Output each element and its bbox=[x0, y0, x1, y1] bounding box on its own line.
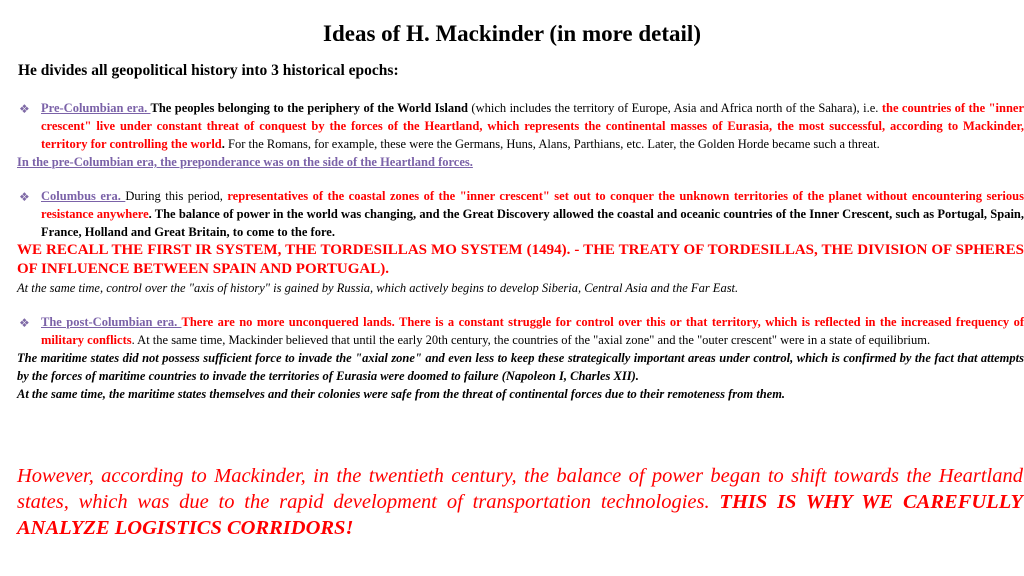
era-1-text-1: The peoples belonging to the periphery of the World Island bbox=[150, 101, 468, 115]
era-3-text-2: . At the same time, Mackinder believed that until the early 20th century, the countries of the "axial zone" and the "outer crescent" were in a state of equilibrium. bbox=[131, 333, 931, 347]
diamond-bullet-icon: ❖ bbox=[19, 316, 30, 330]
era-2-note: At the same time, control over the "axis of history" is gained by Russia, which actively begins to develop Siberia, Central Asia and the Far East. bbox=[17, 281, 739, 295]
era-1-text-3: the countries of the "inner crescent" live under constant threat of conquest by the forces of the Heartland, which represents the continental masses of Eurasia, the most successful, according to Mackinder, territory for controlling the world bbox=[41, 101, 1024, 151]
era-2-text-3: . The balance of power in the world was changing, and the Great Discovery allowed the coastal and oceanic countries of the Inner Crescent, such as Portugal, Spain, France, Holland and Great Britain, to come to the fore. bbox=[41, 207, 1024, 239]
era-3-paragraph bbox=[17, 313, 1024, 349]
era-3-note-2: At the same time, the maritime states themselves and their colonies were safe from the threat of continental forces due to their remoteness from them. bbox=[17, 387, 786, 401]
era-2-text-1: During this period, bbox=[125, 189, 228, 203]
era-1-text-4: . bbox=[221, 137, 228, 151]
era-1-paragraph bbox=[17, 99, 1024, 153]
slide-body bbox=[17, 99, 1024, 403]
era-1-label: Pre-Columbian era. bbox=[41, 101, 151, 115]
era-3-note-1: The maritime states did not possess sufficient force to invade the "axial zone" and even less to keep these strategically important areas under control, which is confirmed by the fact that attempts by the forces of maritime countries to invade the territories of Eurasia were doomed to failure (Napoleon I, Charles XII). bbox=[17, 351, 1024, 383]
slide-title: Ideas of H. Mackinder (in more detail) bbox=[323, 21, 701, 46]
era-2-text-2: representatives of the coastal zones of the "inner crescent" set out to conquer the unknown territories of the planet without encountering serious resistance anywhere bbox=[41, 189, 1024, 221]
era-1-text-2: (which includes the territory of Europe, Asia and Africa north of the Sahara), i.e. bbox=[468, 101, 882, 115]
diamond-bullet-icon: ❖ bbox=[19, 102, 30, 116]
era-2-paragraph bbox=[17, 187, 1024, 241]
slide-subtitle: He divides all geopolitical history into 3 historical epochs: bbox=[18, 62, 399, 79]
era-1-summary: In the pre-Columbian era, the preponderance was on the side of the Heartland forces. bbox=[17, 155, 473, 169]
diamond-bullet-icon: ❖ bbox=[19, 190, 30, 204]
era-1-text-5: For the Romans, for example, these were the Germans, Huns, Alans, Parthians, etc. Later, the Golden Horde became such a threat. bbox=[228, 137, 880, 151]
era-2-label: Columbus era. bbox=[41, 189, 126, 203]
era-3-label: The post-Columbian era. bbox=[41, 315, 182, 329]
closing-emphasis: THIS IS WHY WE CAREFULLY ANALYZE LOGISTICS CORRIDORS! bbox=[17, 491, 1023, 539]
closing-statement bbox=[17, 463, 1023, 541]
tordesillas-note: WE RECALL THE FIRST IR SYSTEM, THE TORDESILLAS MO SYSTEM (1494). - THE TREATY OF TORDESILLAS, THE DIVISION OF SPHERES OF INFLUENCE BETWEEN SPAIN AND PORTUGAL). bbox=[17, 242, 1024, 277]
era-3-text-1: There are no more unconquered lands. There is a constant struggle for control over this or that territory, which is reflected in the increased frequency of military conflicts bbox=[41, 315, 1024, 347]
closing-text: However, according to Mackinder, in the twentieth century, the balance of power began to shift towards the Heartland states, which was due to the rapid development of transportation technologies. bbox=[17, 465, 1023, 513]
